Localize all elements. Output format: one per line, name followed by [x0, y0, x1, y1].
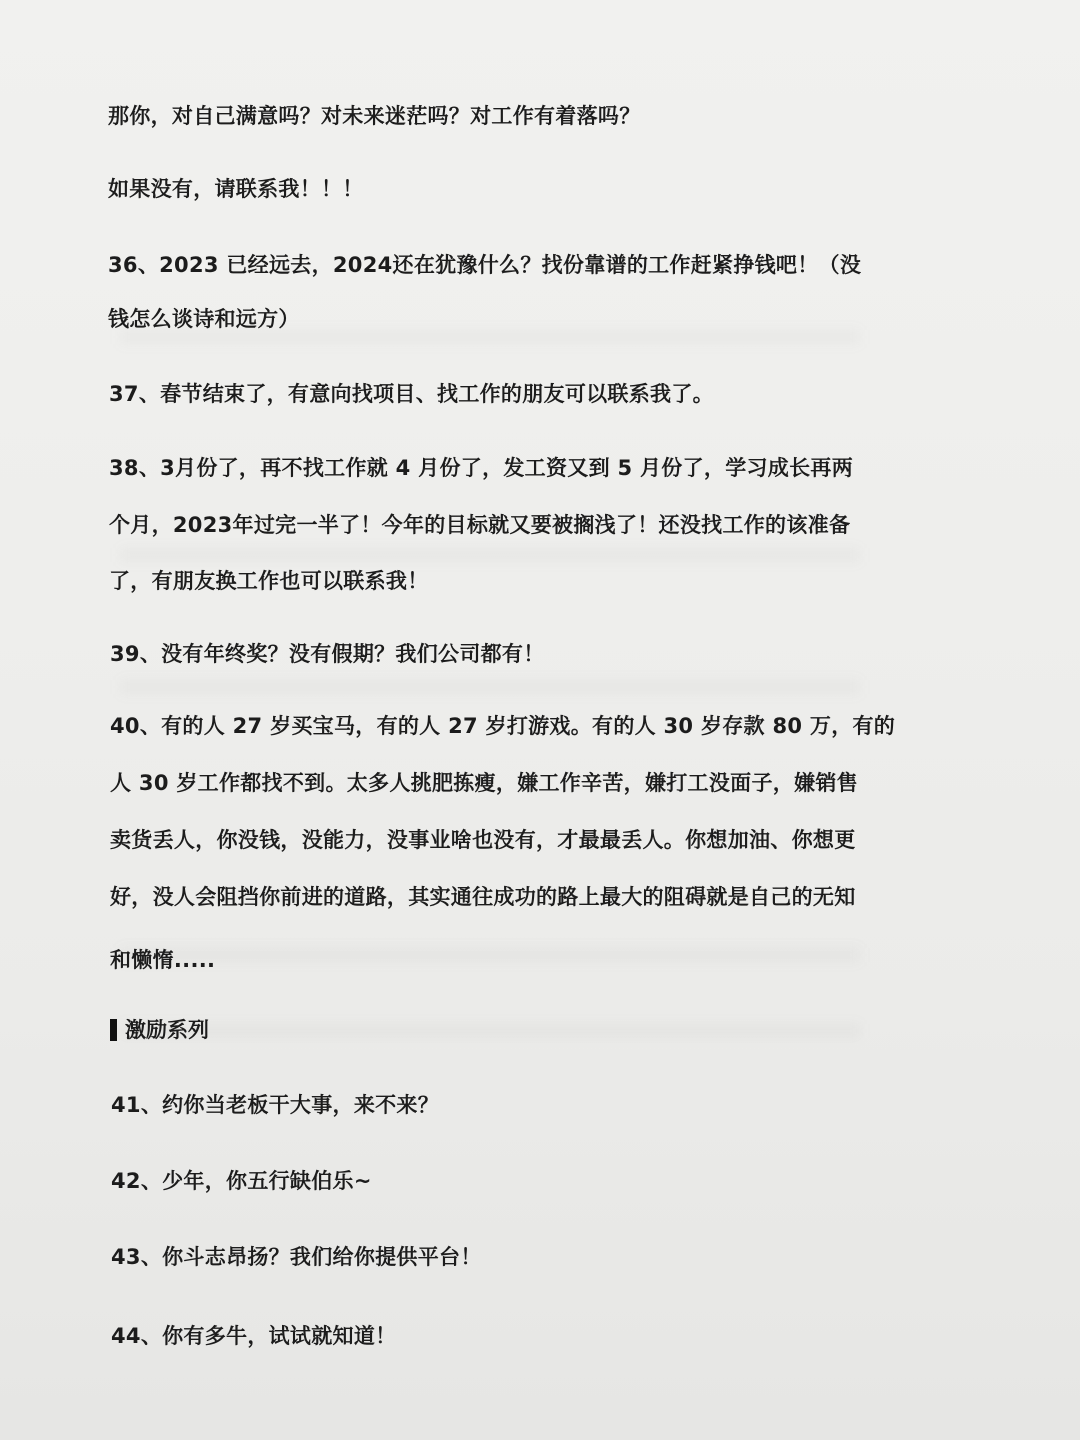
- text-line: 个月，2023年过完一半了！今年的目标就又要被搁浅了！还没找工作的该准备: [109, 513, 851, 537]
- text-line: 39、没有年终奖？没有假期？我们公司都有！: [110, 642, 545, 666]
- text-line: 钱怎么谈诗和远方）: [108, 307, 300, 331]
- text-line: 38、3月份了，再不找工作就 4 月份了，发工资又到 5 月份了，学习成长再两: [109, 456, 853, 480]
- text-line: 如果没有，请联系我！！！: [108, 177, 364, 201]
- bleed-through-shadow: [120, 1024, 860, 1038]
- section-heading: [110, 1014, 209, 1044]
- section-title: 激励系列: [125, 1018, 209, 1042]
- text-line: 43、你斗志昂扬？我们给你提供平台！: [111, 1245, 482, 1269]
- text-line: 37、春节结束了，有意向找项目、找工作的朋友可以联系我了。: [109, 382, 714, 406]
- bleed-through-shadow: [120, 548, 860, 562]
- bleed-through-shadow: [120, 948, 860, 962]
- text-line: 了，有朋友换工作也可以联系我！: [109, 569, 429, 593]
- text-line: 好，没人会阻挡你前进的道路，其实通往成功的路上最大的阻碍就是自己的无知: [110, 885, 856, 909]
- text-line: 36、2023 已经远去，2024还在犹豫什么？找份靠谱的工作赶紧挣钱吧！（没: [108, 253, 862, 277]
- text-line: 40、有的人 27 岁买宝马，有的人 27 岁打游戏。有的人 30 岁存款 80 万，有的: [110, 714, 896, 738]
- text-line: 人 30 岁工作都找不到。太多人挑肥拣瘦，嫌工作辛苦，嫌打工没面子，嫌销售: [110, 771, 858, 795]
- text-line: 44、你有多牛，试试就知道！: [111, 1324, 397, 1348]
- text-line: 卖货丢人，你没钱，没能力，没事业啥也没有，才最最丢人。你想加油、你想更: [110, 828, 856, 852]
- bleed-through-shadow: [120, 680, 860, 694]
- text-line: 和懒惰.....: [110, 948, 216, 972]
- text-line: 41、约你当老板干大事，来不来？: [111, 1093, 440, 1117]
- section-marker: [110, 1019, 117, 1041]
- text-line: 那你，对自己满意吗？对未来迷茫吗？对工作有着落吗？: [108, 104, 641, 128]
- text-line: 42、少年，你五行缺伯乐~: [111, 1169, 372, 1193]
